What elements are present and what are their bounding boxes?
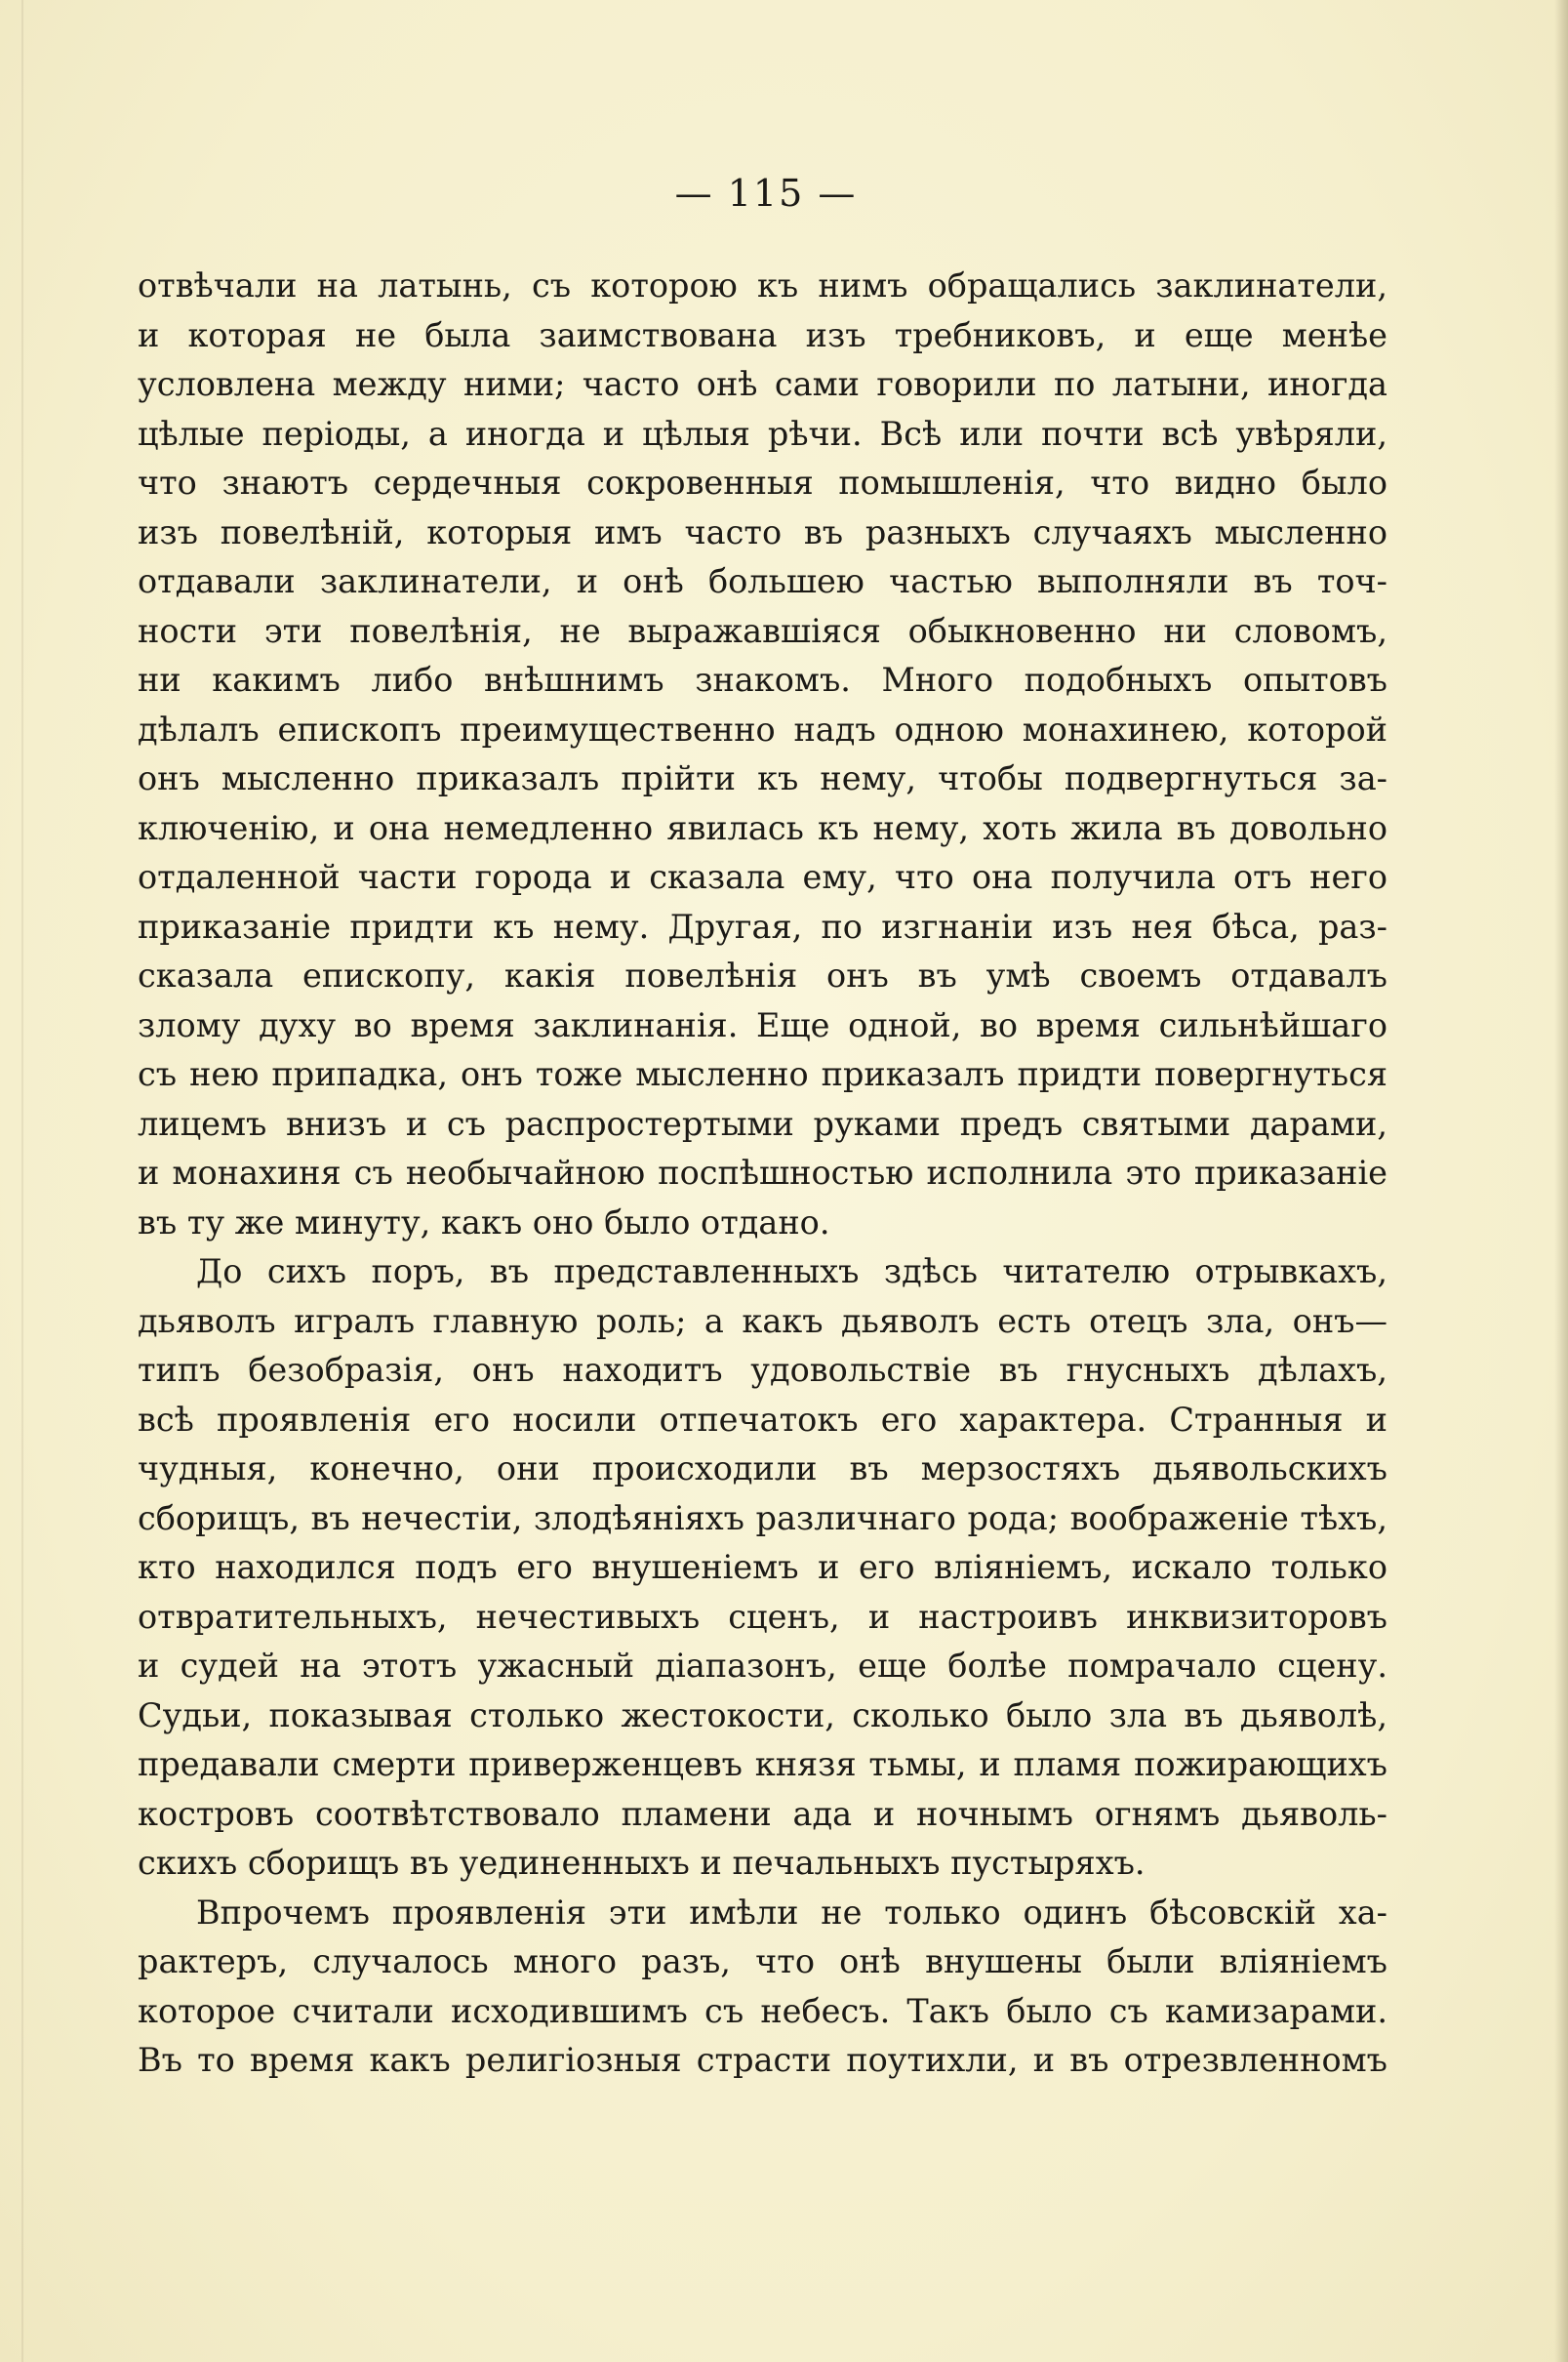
text-line: отвратительныхъ, нечестивыхъ сценъ, и настроивъ инквизиторовъ	[138, 1597, 1387, 1636]
text-line: ключенію, и она немедленно явилась къ нему, хоть жила въ довольно	[138, 808, 1387, 847]
text-line: лицемъ внизъ и съ распростертыми руками предъ святыми дарами,	[138, 1104, 1387, 1143]
page-number: — 115 —	[674, 172, 858, 215]
text-line: условлена между ними; часто онѣ сами говорили по латыни, иногда	[138, 365, 1387, 403]
text-line: Въ то время какъ религіозныя страсти поутихли, и въ отрезвленномъ	[138, 2041, 1387, 2079]
text-line: рактеръ, случалось много разъ, что онѣ внушены были вліяніемъ	[138, 1942, 1387, 1980]
text-line: и судей на этотъ ужасный діапазонъ, еще болѣе помрачало сцену.	[138, 1647, 1387, 1685]
text-line: чудныя, конечно, они происходили въ мерзостяхъ дьявольскихъ	[138, 1449, 1387, 1487]
text-line: съ нею припадка, онъ тоже мысленно приказалъ придти повергнуться	[138, 1055, 1387, 1093]
page-edge-shadow	[1554, 0, 1568, 2362]
text-line: отдавали заклинатели, и онѣ большею частью выполняли въ точ-	[138, 562, 1387, 600]
text-line: сказала епископу, какія повелѣнія онъ въ умѣ своемъ отдавалъ	[138, 957, 1387, 995]
text-line: цѣлые періоды, а иногда и цѣлыя рѣчи. Всѣ или почти всѣ увѣряли,	[138, 414, 1387, 453]
text-line: дьяволъ игралъ главную роль; а какъ дьяволъ есть отецъ зла, онъ—	[138, 1301, 1387, 1340]
body-text	[138, 262, 1387, 2086]
text-line: въ ту же минуту, какъ оно было отдано.	[138, 1202, 830, 1242]
text-line: злому духу во время заклинанія. Еще одной, во время сильнѣйшаго	[138, 1005, 1387, 1044]
text-line: отдаленной части города и сказала ему, что она получила отъ него	[138, 858, 1387, 896]
text-line: предавали смерти приверженцевъ князя тьмы, и пламя пожирающихъ	[138, 1745, 1387, 1783]
text-line: сборищъ, въ нечестіи, злодѣяніяхъ различнаго рода; воображеніе тѣхъ,	[138, 1498, 1387, 1537]
text-line: ни какимъ либо внѣшнимъ знакомъ. Много подобныхъ опытовъ	[138, 661, 1387, 699]
text-line: и которая не была заимствована изъ требниковъ, и еще менѣе	[138, 315, 1387, 354]
text-line: До сихъ поръ, въ представленныхъ здѣсь читателю отрывкахъ,	[196, 1252, 1387, 1290]
text-line: кто находился подъ его внушеніемъ и его вліяніемъ, искало только	[138, 1548, 1387, 1586]
page-fold-line	[21, 0, 23, 2362]
text-line: приказаніе придти къ нему. Другая, по изгнаніи изъ нея бѣса, раз-	[138, 907, 1387, 946]
text-line: и монахиня съ необычайною поспѣшностью исполнила это приказаніе	[138, 1154, 1387, 1192]
text-line: которое считали исходившимъ съ небесъ. Такъ было съ камизарами.	[138, 1991, 1387, 2030]
text-line: Впрочемъ проявленія эти имѣли не только одинъ бѣсовскій ха-	[196, 1893, 1387, 1932]
text-line: Судьи, показывая столько жестокости, сколько было зла въ дьяволѣ,	[138, 1695, 1387, 1734]
text-line: онъ мысленно приказалъ прійти къ нему, чтобы подвергнуться за-	[138, 759, 1387, 797]
text-line: дѣлалъ епископъ преимущественно надъ одною монахинею, которой	[138, 710, 1387, 749]
text-line: что знаютъ сердечныя сокровенныя помышленія, что видно было	[138, 464, 1387, 502]
text-line: изъ повелѣній, которыя имъ часто въ разныхъ случаяхъ мысленно	[138, 512, 1387, 551]
text-line: скихъ сборищъ въ уединенныхъ и печальныхъ пустыряхъ.	[138, 1844, 1146, 1882]
text-line: костровъ соотвѣтствовало пламени ада и ночнымъ огнямъ дьяволь-	[138, 1794, 1387, 1833]
text-line: ности эти повелѣнія, не выражавшіяся обыкновенно ни словомъ,	[138, 611, 1387, 650]
text-line: типъ безобразія, онъ находитъ удовольствіе въ гнусныхъ дѣлахъ,	[138, 1351, 1387, 1389]
text-line: всѣ проявленія его носили отпечатокъ его характера. Странныя и	[138, 1400, 1387, 1439]
text-line: отвѣчали на латынь, съ которою къ нимъ обращались заклинатели,	[138, 266, 1387, 305]
